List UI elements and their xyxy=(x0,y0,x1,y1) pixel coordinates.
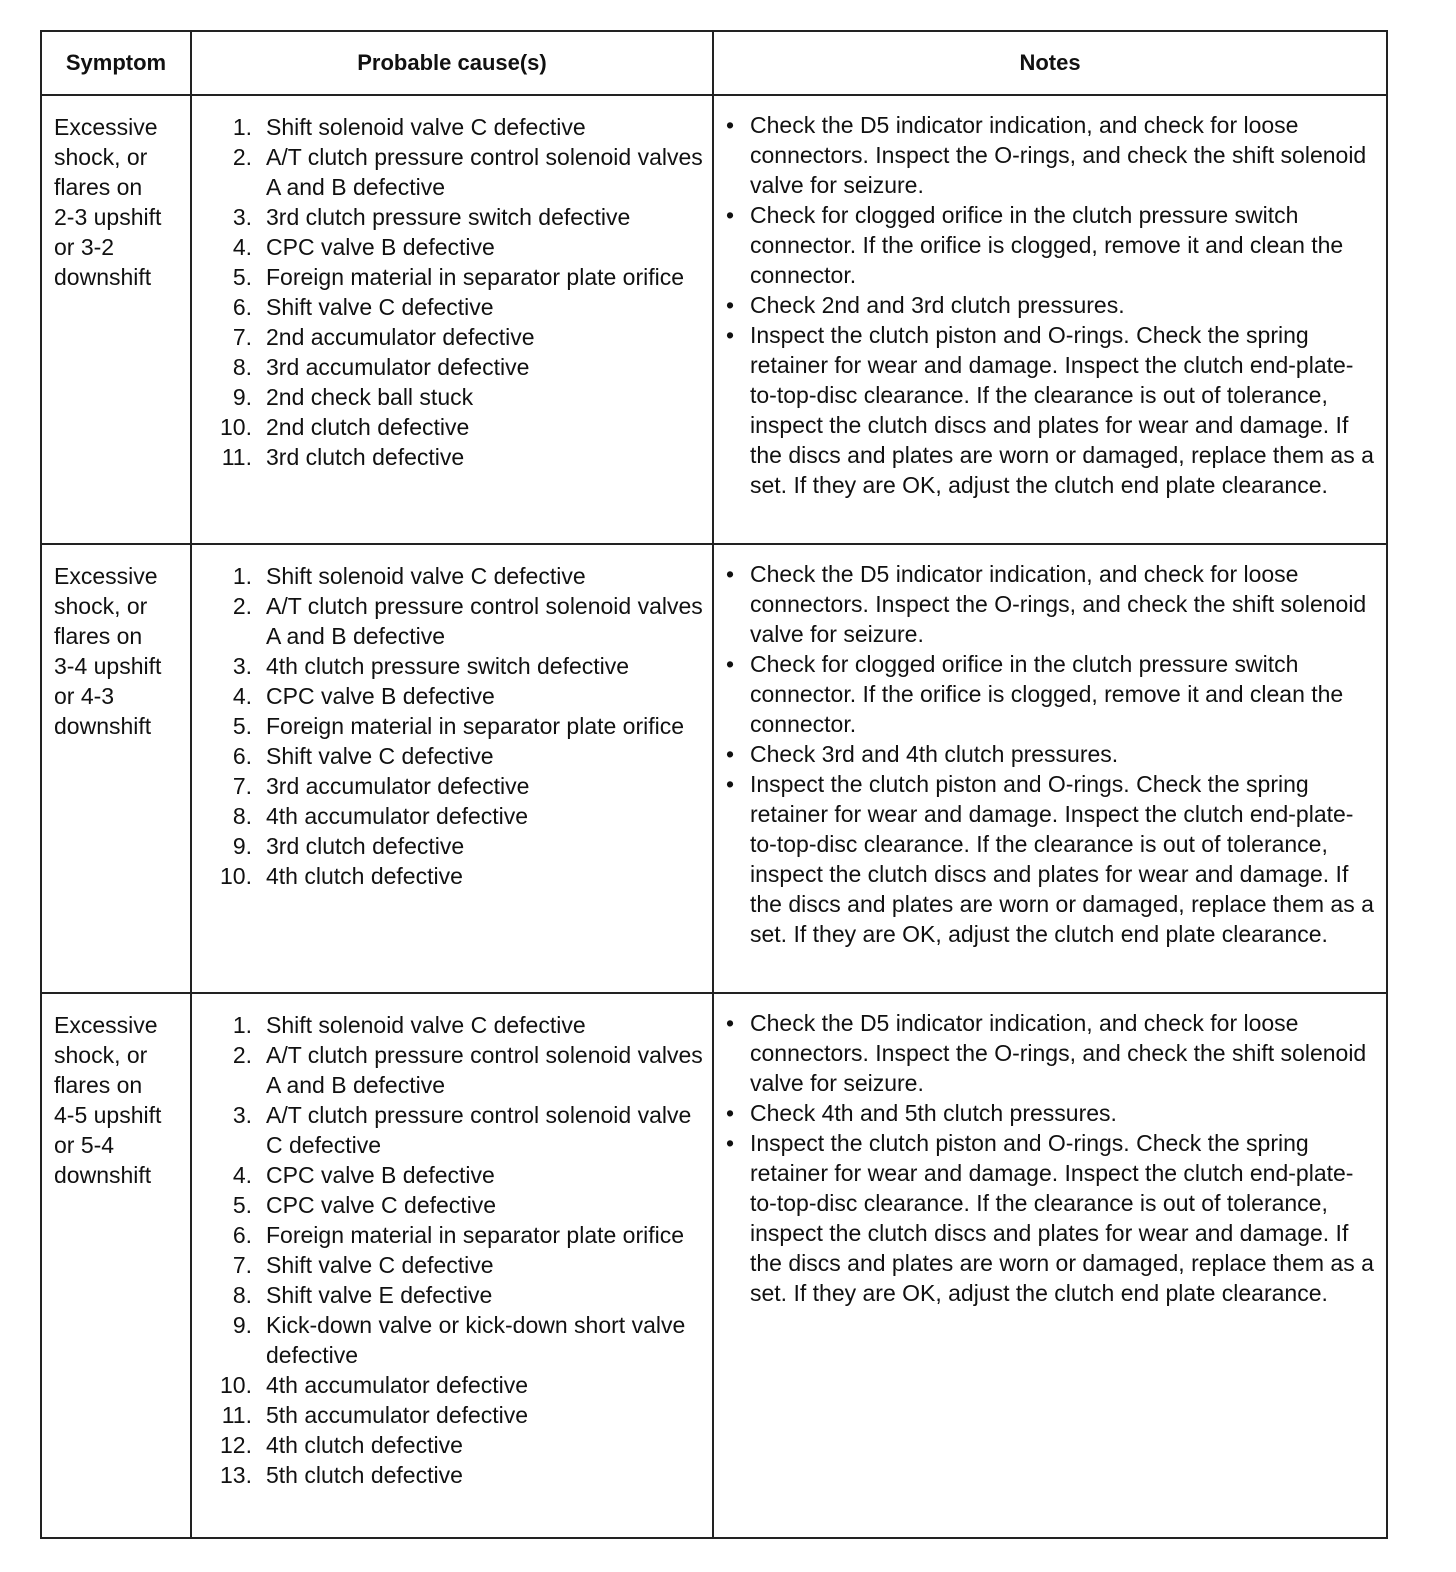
cause-text: Foreign material in separator plate orifice xyxy=(266,1222,685,1248)
troubleshooting-table xyxy=(40,30,1388,1539)
note-item xyxy=(726,1098,1378,1128)
cause-number: 5. xyxy=(232,264,252,290)
note-item xyxy=(726,200,1378,290)
cause-number: 10. xyxy=(220,863,252,889)
cause-text: 3rd clutch defective xyxy=(266,444,465,470)
probable-causes-cell xyxy=(191,95,713,544)
cause-text: 5th accumulator defective xyxy=(266,1402,529,1428)
header-symptom: Symptom xyxy=(41,31,191,95)
cause-number: 5. xyxy=(232,1192,252,1218)
cause-text: A/T clutch pressure control solenoid valve C defective xyxy=(266,1102,692,1158)
note-item xyxy=(726,739,1378,769)
bullet-icon: • xyxy=(726,741,735,767)
header-probable-causes: Probable cause(s) xyxy=(191,31,713,95)
cause-text: Shift solenoid valve C defective xyxy=(266,114,586,140)
symptom-line: or 5-4 xyxy=(54,1132,115,1158)
bullet-icon: • xyxy=(726,651,735,677)
symptom-line: Excessive xyxy=(54,114,158,140)
symptom-cell xyxy=(41,544,191,993)
bullet-icon: • xyxy=(726,202,735,228)
bullet-icon: • xyxy=(726,322,735,348)
cause-text: CPC valve B defective xyxy=(266,1162,495,1188)
cause-text: A/T clutch pressure control solenoid valves A and B defective xyxy=(266,144,703,200)
cause-number: 4. xyxy=(232,1162,252,1188)
cause-number: 4. xyxy=(232,683,252,709)
cause-item xyxy=(196,1370,704,1400)
cause-text: 5th clutch defective xyxy=(266,1462,463,1488)
cause-text: Shift valve C defective xyxy=(266,294,494,320)
note-text: Check the D5 indicator indication, and check for loose connectors. Inspect the O-rings, and check the shift solenoid valve for seizure. xyxy=(750,1010,1367,1096)
cause-item xyxy=(196,202,704,232)
cause-number: 1. xyxy=(232,114,252,140)
cause-number: 5. xyxy=(232,713,252,739)
cause-text: 3rd accumulator defective xyxy=(266,354,530,380)
probable-causes-cell xyxy=(191,993,713,1538)
cause-text: Foreign material in separator plate orifice xyxy=(266,264,685,290)
cause-item xyxy=(196,412,704,442)
cause-item xyxy=(196,591,704,651)
probable-causes-cell xyxy=(191,544,713,993)
cause-number: 2. xyxy=(232,144,252,170)
cause-item xyxy=(196,861,704,891)
cause-text: Shift valve E defective xyxy=(266,1282,493,1308)
note-item xyxy=(726,769,1378,949)
table-body xyxy=(41,95,1387,1538)
cause-number: 7. xyxy=(232,1252,252,1278)
cause-number: 3. xyxy=(232,1102,252,1128)
cause-text: 2nd check ball stuck xyxy=(266,384,474,410)
cause-item xyxy=(196,1280,704,1310)
cause-text: 2nd clutch defective xyxy=(266,414,470,440)
cause-text: 4th accumulator defective xyxy=(266,803,529,829)
note-item xyxy=(726,320,1378,500)
note-text: Inspect the clutch piston and O-rings. Check the spring retainer for wear and damage. Inspect the clutch end-plate-to-top-disc clearance. If the clearance is out of tolerance, inspect the clutch discs and plates for wear and damage. If the discs and plates are worn or damaged, replace them as a set. If they are OK, adjust the clutch end plate clearance. xyxy=(750,771,1374,947)
cause-text: CPC valve B defective xyxy=(266,683,495,709)
cause-item xyxy=(196,1460,704,1490)
cause-item xyxy=(196,112,704,142)
cause-item xyxy=(196,711,704,741)
note-item xyxy=(726,649,1378,739)
cause-number: 1. xyxy=(232,1012,252,1038)
cause-text: 4th accumulator defective xyxy=(266,1372,529,1398)
cause-item xyxy=(196,1310,704,1370)
notes-cell xyxy=(713,993,1387,1538)
cause-item xyxy=(196,442,704,472)
cause-number: 6. xyxy=(232,294,252,320)
cause-number: 6. xyxy=(232,1222,252,1248)
symptom-line: flares on xyxy=(54,1072,143,1098)
cause-item xyxy=(196,1220,704,1250)
note-item xyxy=(726,290,1378,320)
cause-number: 4. xyxy=(232,234,252,260)
cause-list xyxy=(196,112,704,472)
symptom-cell xyxy=(41,95,191,544)
cause-number: 8. xyxy=(232,803,252,829)
cause-item xyxy=(196,232,704,262)
cause-text: CPC valve C defective xyxy=(266,1192,497,1218)
cause-number: 9. xyxy=(232,384,252,410)
symptom-line: downshift xyxy=(54,713,152,739)
cause-item xyxy=(196,1010,704,1040)
cause-number: 3. xyxy=(232,653,252,679)
cause-number: 1. xyxy=(232,563,252,589)
note-text: Check the D5 indicator indication, and check for loose connectors. Inspect the O-rings, and check the shift solenoid valve for seizure. xyxy=(750,112,1367,198)
cause-text: 3rd clutch pressure switch defective xyxy=(266,204,631,230)
bullet-icon: • xyxy=(726,1100,735,1126)
note-item xyxy=(726,1008,1378,1098)
cause-number: 2. xyxy=(232,1042,252,1068)
cause-item xyxy=(196,741,704,771)
cause-item xyxy=(196,651,704,681)
cause-item xyxy=(196,681,704,711)
cause-item xyxy=(196,142,704,202)
cause-item xyxy=(196,1040,704,1100)
bullet-icon: • xyxy=(726,112,735,138)
note-text: Check 4th and 5th clutch pressures. xyxy=(750,1100,1117,1126)
symptom-line: or 4-3 xyxy=(54,683,115,709)
bullet-icon: • xyxy=(726,1130,735,1156)
cause-text: Shift solenoid valve C defective xyxy=(266,563,586,589)
header-notes: Notes xyxy=(713,31,1387,95)
cause-item xyxy=(196,1250,704,1280)
table-row xyxy=(41,993,1387,1538)
bullet-icon: • xyxy=(726,292,735,318)
note-text: Check the D5 indicator indication, and check for loose connectors. Inspect the O-rings, and check the shift solenoid valve for seizure. xyxy=(750,561,1367,647)
cause-item xyxy=(196,831,704,861)
symptom-line: or 3-2 xyxy=(54,234,115,260)
cause-text: A/T clutch pressure control solenoid valves A and B defective xyxy=(266,1042,703,1098)
note-item xyxy=(726,110,1378,200)
cause-text: Shift solenoid valve C defective xyxy=(266,1012,586,1038)
symptom-cell xyxy=(41,993,191,1538)
cause-text: 2nd accumulator defective xyxy=(266,324,535,350)
cause-text: 4th clutch defective xyxy=(266,863,463,889)
cause-number: 13. xyxy=(220,1462,252,1488)
cause-number: 8. xyxy=(232,354,252,380)
cause-number: 3. xyxy=(232,204,252,230)
cause-number: 6. xyxy=(232,743,252,769)
cause-list xyxy=(196,561,704,891)
cause-number: 7. xyxy=(232,324,252,350)
symptom-line: downshift xyxy=(54,1162,152,1188)
symptom-line: downshift xyxy=(54,264,152,290)
note-text: Check for clogged orifice in the clutch pressure switch connector. If the orifice is clogged, remove it and clean the connector. xyxy=(750,202,1344,288)
note-item xyxy=(726,1128,1378,1308)
cause-item xyxy=(196,1100,704,1160)
symptom-line: 3-4 upshift xyxy=(54,653,162,679)
cause-item xyxy=(196,352,704,382)
cause-text: CPC valve B defective xyxy=(266,234,495,260)
note-text: Check 2nd and 3rd clutch pressures. xyxy=(750,292,1125,318)
symptom-line: Excessive xyxy=(54,563,158,589)
notes-list xyxy=(726,1008,1378,1308)
header-row xyxy=(41,31,1387,95)
notes-list xyxy=(726,110,1378,500)
cause-item xyxy=(196,382,704,412)
cause-number: 10. xyxy=(220,1372,252,1398)
cause-text: 3rd clutch defective xyxy=(266,833,465,859)
cause-text: Shift valve C defective xyxy=(266,743,494,769)
cause-number: 9. xyxy=(232,833,252,859)
cause-text: Foreign material in separator plate orifice xyxy=(266,713,685,739)
cause-item xyxy=(196,1430,704,1460)
cause-item xyxy=(196,561,704,591)
cause-number: 8. xyxy=(232,1282,252,1308)
cause-text: 4th clutch defective xyxy=(266,1432,463,1458)
symptom-line: shock, or xyxy=(54,593,148,619)
notes-cell xyxy=(713,95,1387,544)
symptom-line: shock, or xyxy=(54,144,148,170)
note-text: Check for clogged orifice in the clutch pressure switch connector. If the orifice is clogged, remove it and clean the connector. xyxy=(750,651,1344,737)
cause-item xyxy=(196,771,704,801)
cause-number: 11. xyxy=(221,1402,252,1428)
note-text: Inspect the clutch piston and O-rings. Check the spring retainer for wear and damage. Inspect the clutch end-plate-to-top-disc clearance. If the clearance is out of tolerance, inspect the clutch discs and plates for wear and damage. If the discs and plates are worn or damaged, replace them as a set. If they are OK, adjust the clutch end plate clearance. xyxy=(750,322,1374,498)
table-row xyxy=(41,95,1387,544)
symptom-line: 2-3 upshift xyxy=(54,204,162,230)
cause-number: 12. xyxy=(220,1432,252,1458)
bullet-icon: • xyxy=(726,1010,735,1036)
cause-text: A/T clutch pressure control solenoid valves A and B defective xyxy=(266,593,703,649)
table-row xyxy=(41,544,1387,993)
cause-text: 3rd accumulator defective xyxy=(266,773,530,799)
cause-item xyxy=(196,322,704,352)
cause-number: 7. xyxy=(232,773,252,799)
symptom-line: Excessive xyxy=(54,1012,158,1038)
bullet-icon: • xyxy=(726,561,735,587)
cause-item xyxy=(196,1400,704,1430)
cause-number: 11. xyxy=(221,444,252,470)
cause-item xyxy=(196,801,704,831)
cause-text: Kick-down valve or kick-down short valve defective xyxy=(266,1312,686,1368)
note-text: Inspect the clutch piston and O-rings. Check the spring retainer for wear and damage. Inspect the clutch end-plate-to-top-disc clearance. If the clearance is out of tolerance, inspect the clutch discs and plates for wear and damage. If the discs and plates are worn or damaged, replace them as a set. If they are OK, adjust the clutch end plate clearance. xyxy=(750,1130,1374,1306)
symptom-line: flares on xyxy=(54,174,143,200)
cause-item xyxy=(196,1190,704,1220)
cause-text: 4th clutch pressure switch defective xyxy=(266,653,630,679)
symptom-line: flares on xyxy=(54,623,143,649)
symptom-line: 4-5 upshift xyxy=(54,1102,162,1128)
cause-text: Shift valve C defective xyxy=(266,1252,494,1278)
cause-number: 9. xyxy=(232,1312,252,1338)
note-item xyxy=(726,559,1378,649)
symptom-line: shock, or xyxy=(54,1042,148,1068)
notes-cell xyxy=(713,544,1387,993)
cause-item xyxy=(196,1160,704,1190)
cause-number: 2. xyxy=(232,593,252,619)
cause-list xyxy=(196,1010,704,1490)
bullet-icon: • xyxy=(726,771,735,797)
cause-number: 10. xyxy=(220,414,252,440)
note-text: Check 3rd and 4th clutch pressures. xyxy=(750,741,1119,767)
cause-item xyxy=(196,292,704,322)
cause-item xyxy=(196,262,704,292)
notes-list xyxy=(726,559,1378,949)
